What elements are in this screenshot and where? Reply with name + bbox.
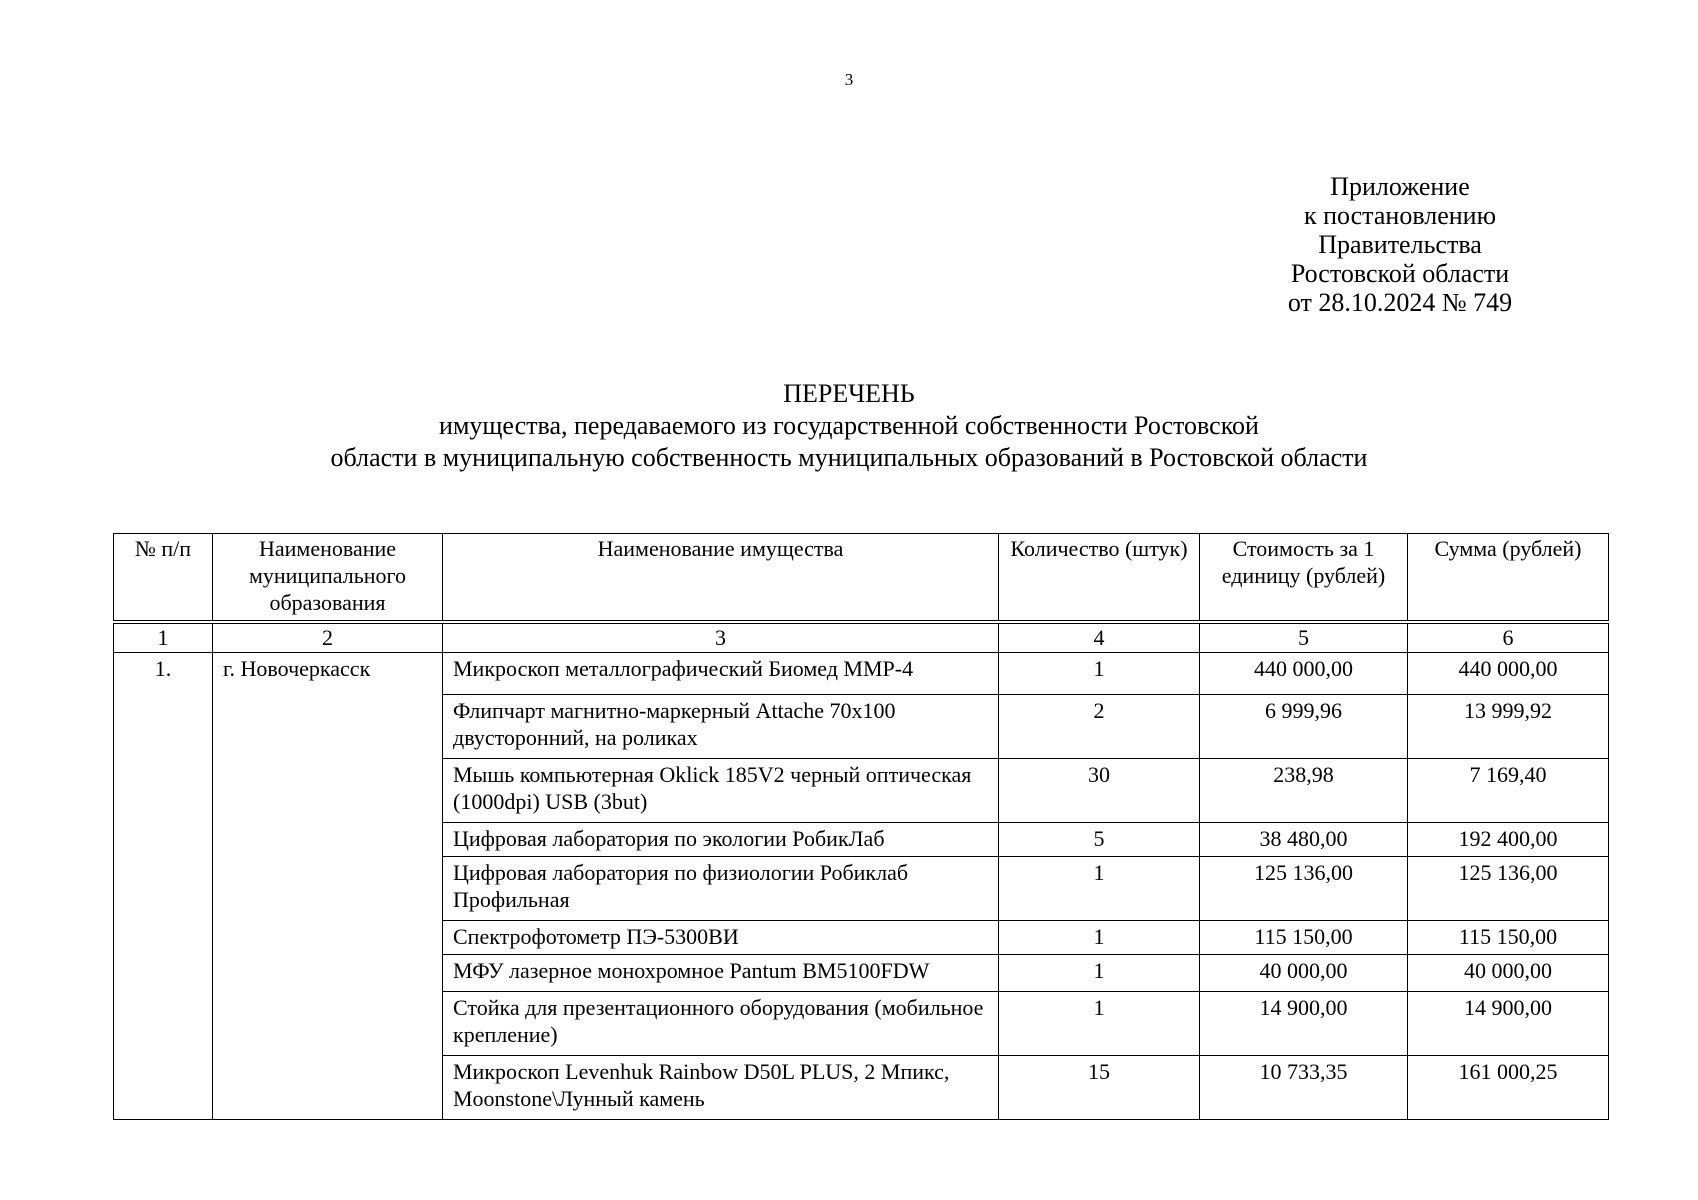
item-name: Цифровая лаборатория по физиологии Робиклаб Профильная [443,857,999,921]
item-name: Мышь компьютерная Oklick 185V2 черный оптическая (1000dpi) USB (3but) [443,759,999,823]
item-price: 440 000,00 [1200,653,1408,695]
item-price: 6 999,96 [1200,695,1408,759]
table-header-row [114,534,1609,623]
item-price: 115 150,00 [1200,921,1408,955]
item-sum: 161 000,25 [1408,1056,1609,1120]
item-name: Флипчарт магнитно-маркерный Attache 70x100 двусторонний, на роликах [443,695,999,759]
page-number: 3 [844,70,854,89]
item-price: 125 136,00 [1200,857,1408,921]
item-qty: 1 [999,921,1200,955]
document-title [0,378,1698,474]
header-qty: Количество (штук) [999,534,1200,623]
item-name: Стойка для презентационного оборудования (мобильное крепление) [443,992,999,1056]
item-sum: 125 136,00 [1408,857,1609,921]
item-price: 14 900,00 [1200,992,1408,1056]
item-qty: 30 [999,759,1200,823]
item-sum: 13 999,92 [1408,695,1609,759]
header-item: Наименование имущества [443,534,999,623]
title-line: области в муниципальную собственность муниципальных образований в Ростовской области [330,443,1368,472]
item-sum: 14 900,00 [1408,992,1609,1056]
column-number: 5 [1200,622,1408,653]
item-price: 38 480,00 [1200,823,1408,857]
appendix-line: Ростовской области [1290,259,1510,288]
municipality-name: г. Новочеркасск [213,653,443,1120]
header-municipality: Наименование муниципального образования [213,534,443,623]
item-sum: 7 169,40 [1408,759,1609,823]
appendix-line: Приложение [1330,172,1470,201]
item-name: Цифровая лаборатория по экологии РобикЛаб [443,823,999,857]
column-number: 3 [443,622,999,653]
item-sum: 192 400,00 [1408,823,1609,857]
item-qty: 1 [999,857,1200,921]
column-number: 6 [1408,622,1609,653]
item-price: 10 733,35 [1200,1056,1408,1120]
appendix-block [1250,172,1550,317]
item-name: Микроскоп Levenhuk Rainbow D50L PLUS, 2 Мпикс, Moonstone\Лунный камень [443,1056,999,1120]
item-name: Микроскоп металлографический Биомед ММР-4 [443,653,999,695]
appendix-line: к постановлению [1303,201,1497,230]
item-price: 238,98 [1200,759,1408,823]
item-sum: 440 000,00 [1408,653,1609,695]
column-number-row [114,622,1609,653]
appendix-line: от 28.10.2024 № 749 [1287,288,1513,317]
appendix-line: Правительства [1318,230,1482,259]
item-qty: 1 [999,653,1200,695]
header-sum: Сумма (рублей) [1408,534,1609,623]
item-qty: 15 [999,1056,1200,1120]
item-name: Спектрофотометр ПЭ-5300ВИ [443,921,999,955]
title-line: имущества, передаваемого из государственной собственности Ростовской [439,411,1259,440]
title-heading: ПЕРЕЧЕНЬ [783,379,915,408]
header-price: Стоимость за 1 единицу (рублей) [1200,534,1408,623]
row-number: 1. [114,653,213,1120]
property-table [113,533,1609,1120]
header-num: № п/п [114,534,213,623]
item-price: 40 000,00 [1200,955,1408,992]
column-number: 4 [999,622,1200,653]
item-sum: 40 000,00 [1408,955,1609,992]
item-qty: 1 [999,955,1200,992]
column-number: 1 [114,622,213,653]
item-name: МФУ лазерное монохромное Pantum BM5100FDW [443,955,999,992]
item-qty: 1 [999,992,1200,1056]
column-number: 2 [213,622,443,653]
table-row [114,653,1609,695]
item-sum: 115 150,00 [1408,921,1609,955]
item-qty: 5 [999,823,1200,857]
item-qty: 2 [999,695,1200,759]
